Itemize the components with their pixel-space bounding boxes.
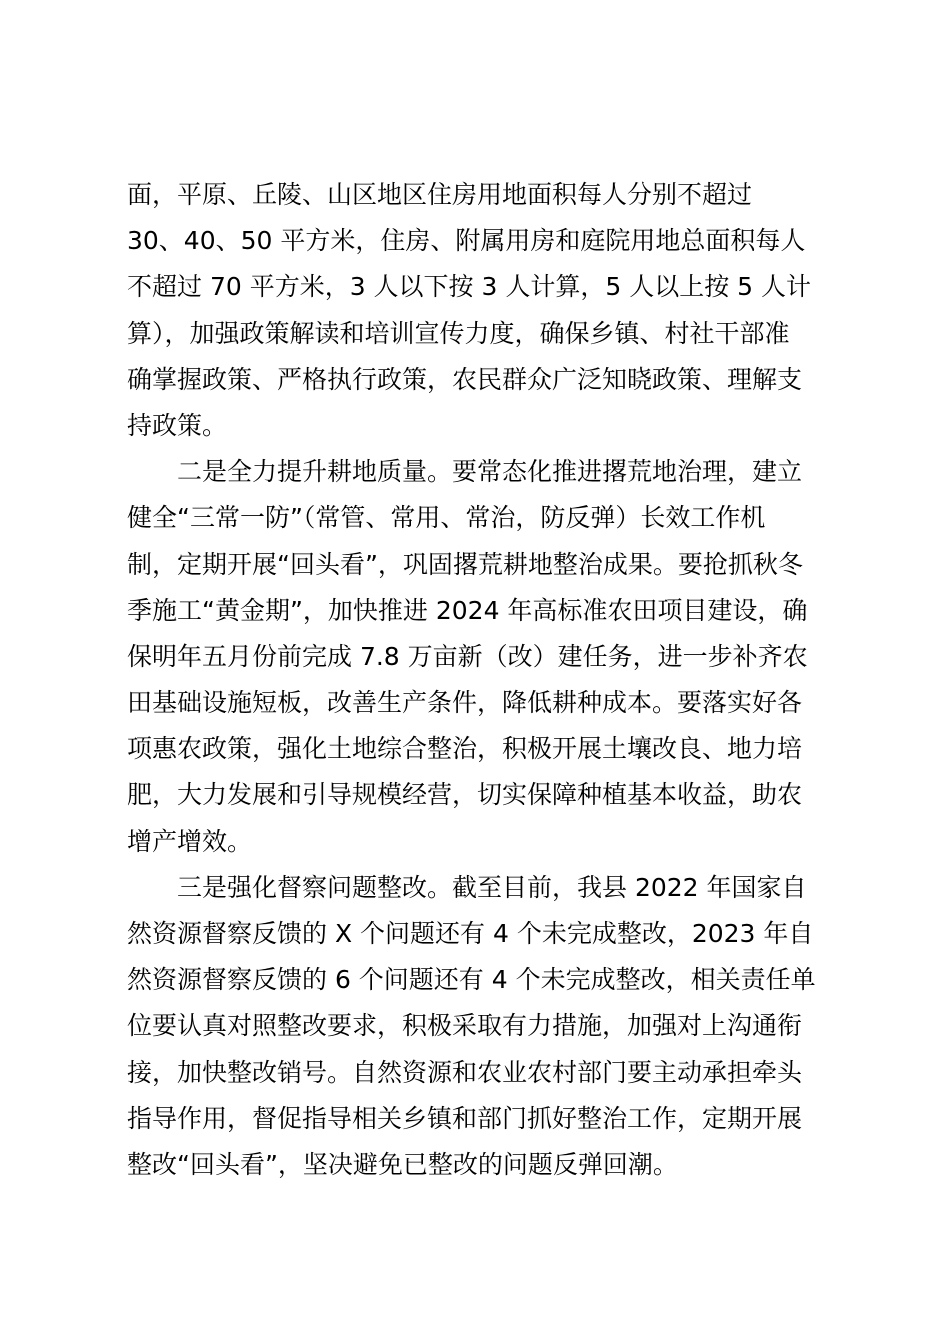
text-line: 然资源督察反馈的 X 个问题还有 4 个未完成整改，2023 年自	[127, 919, 814, 948]
text-line: 增产增效。	[127, 826, 253, 856]
text-line: 项惠农政策，强化土地综合整治，积极开展土壤改良、地力培	[127, 734, 803, 764]
paragraph-housing-land	[127, 172, 822, 449]
text-line: 保明年五月份前完成 7.8 万亩新（改）建任务，进一步补齐农	[127, 641, 808, 671]
text-line: 健全“三常一防”（常管、常用、常治，防反弹）长效工作机	[127, 503, 766, 533]
text-line: 不超过 70 平方米，3 人以下按 3 人计算，5 人以上按 5 人计	[127, 272, 812, 302]
text-line: 季施工“黄金期”，加快推进 2024 年高标准农田项目建设，确	[127, 595, 808, 625]
text-line: 肥，大力发展和引导规模经营，切实保障种植基本收益，助农	[127, 780, 803, 810]
text-line: 确掌握政策、严格执行政策，农民群众广泛知晓政策、理解支	[127, 364, 803, 394]
text-line: 指导作用，督促指导相关乡镇和部门抓好整治工作，定期开展	[127, 1103, 803, 1133]
text-line: 整改“回头看”，坚决避免已整改的问题反弹回潮。	[127, 1149, 678, 1179]
paragraph-inspection-rectification	[127, 865, 822, 1188]
text-line: 30、40、50 平方米，住房、附属用房和庭院用地总面积每人	[127, 226, 806, 256]
text-line: 位要认真对照整改要求，积极采取有力措施，加强对上沟通衔	[127, 1011, 803, 1041]
document-body	[127, 172, 822, 1188]
text-line: 面，平原、丘陵、山区地区住房用地面积每人分别不超过	[127, 180, 753, 209]
text-line: 算），加强政策解读和培训宣传力度，确保乡镇、村社干部准	[127, 318, 790, 348]
text-line: 持政策。	[127, 410, 228, 440]
text-line: 田基础设施短板，改善生产条件，降低耕种成本。要落实好各	[127, 688, 803, 718]
text-line: 三是强化督察问题整改。截至目前，我县 2022 年国家自	[177, 872, 807, 902]
text-line: 制，定期开展“回头看”，巩固撂荒耕地整治成果。要抢抓秋冬	[127, 549, 803, 579]
text-line: 二是全力提升耕地质量。要常态化推进撂荒地治理，建立	[177, 457, 803, 487]
paragraph-farmland-quality	[127, 449, 822, 865]
text-line: 然资源督察反馈的 6 个问题还有 4 个未完成整改，相关责任单	[127, 965, 816, 995]
text-line: 接，加快整改销号。自然资源和农业农村部门要主动承担牵头	[127, 1057, 803, 1087]
